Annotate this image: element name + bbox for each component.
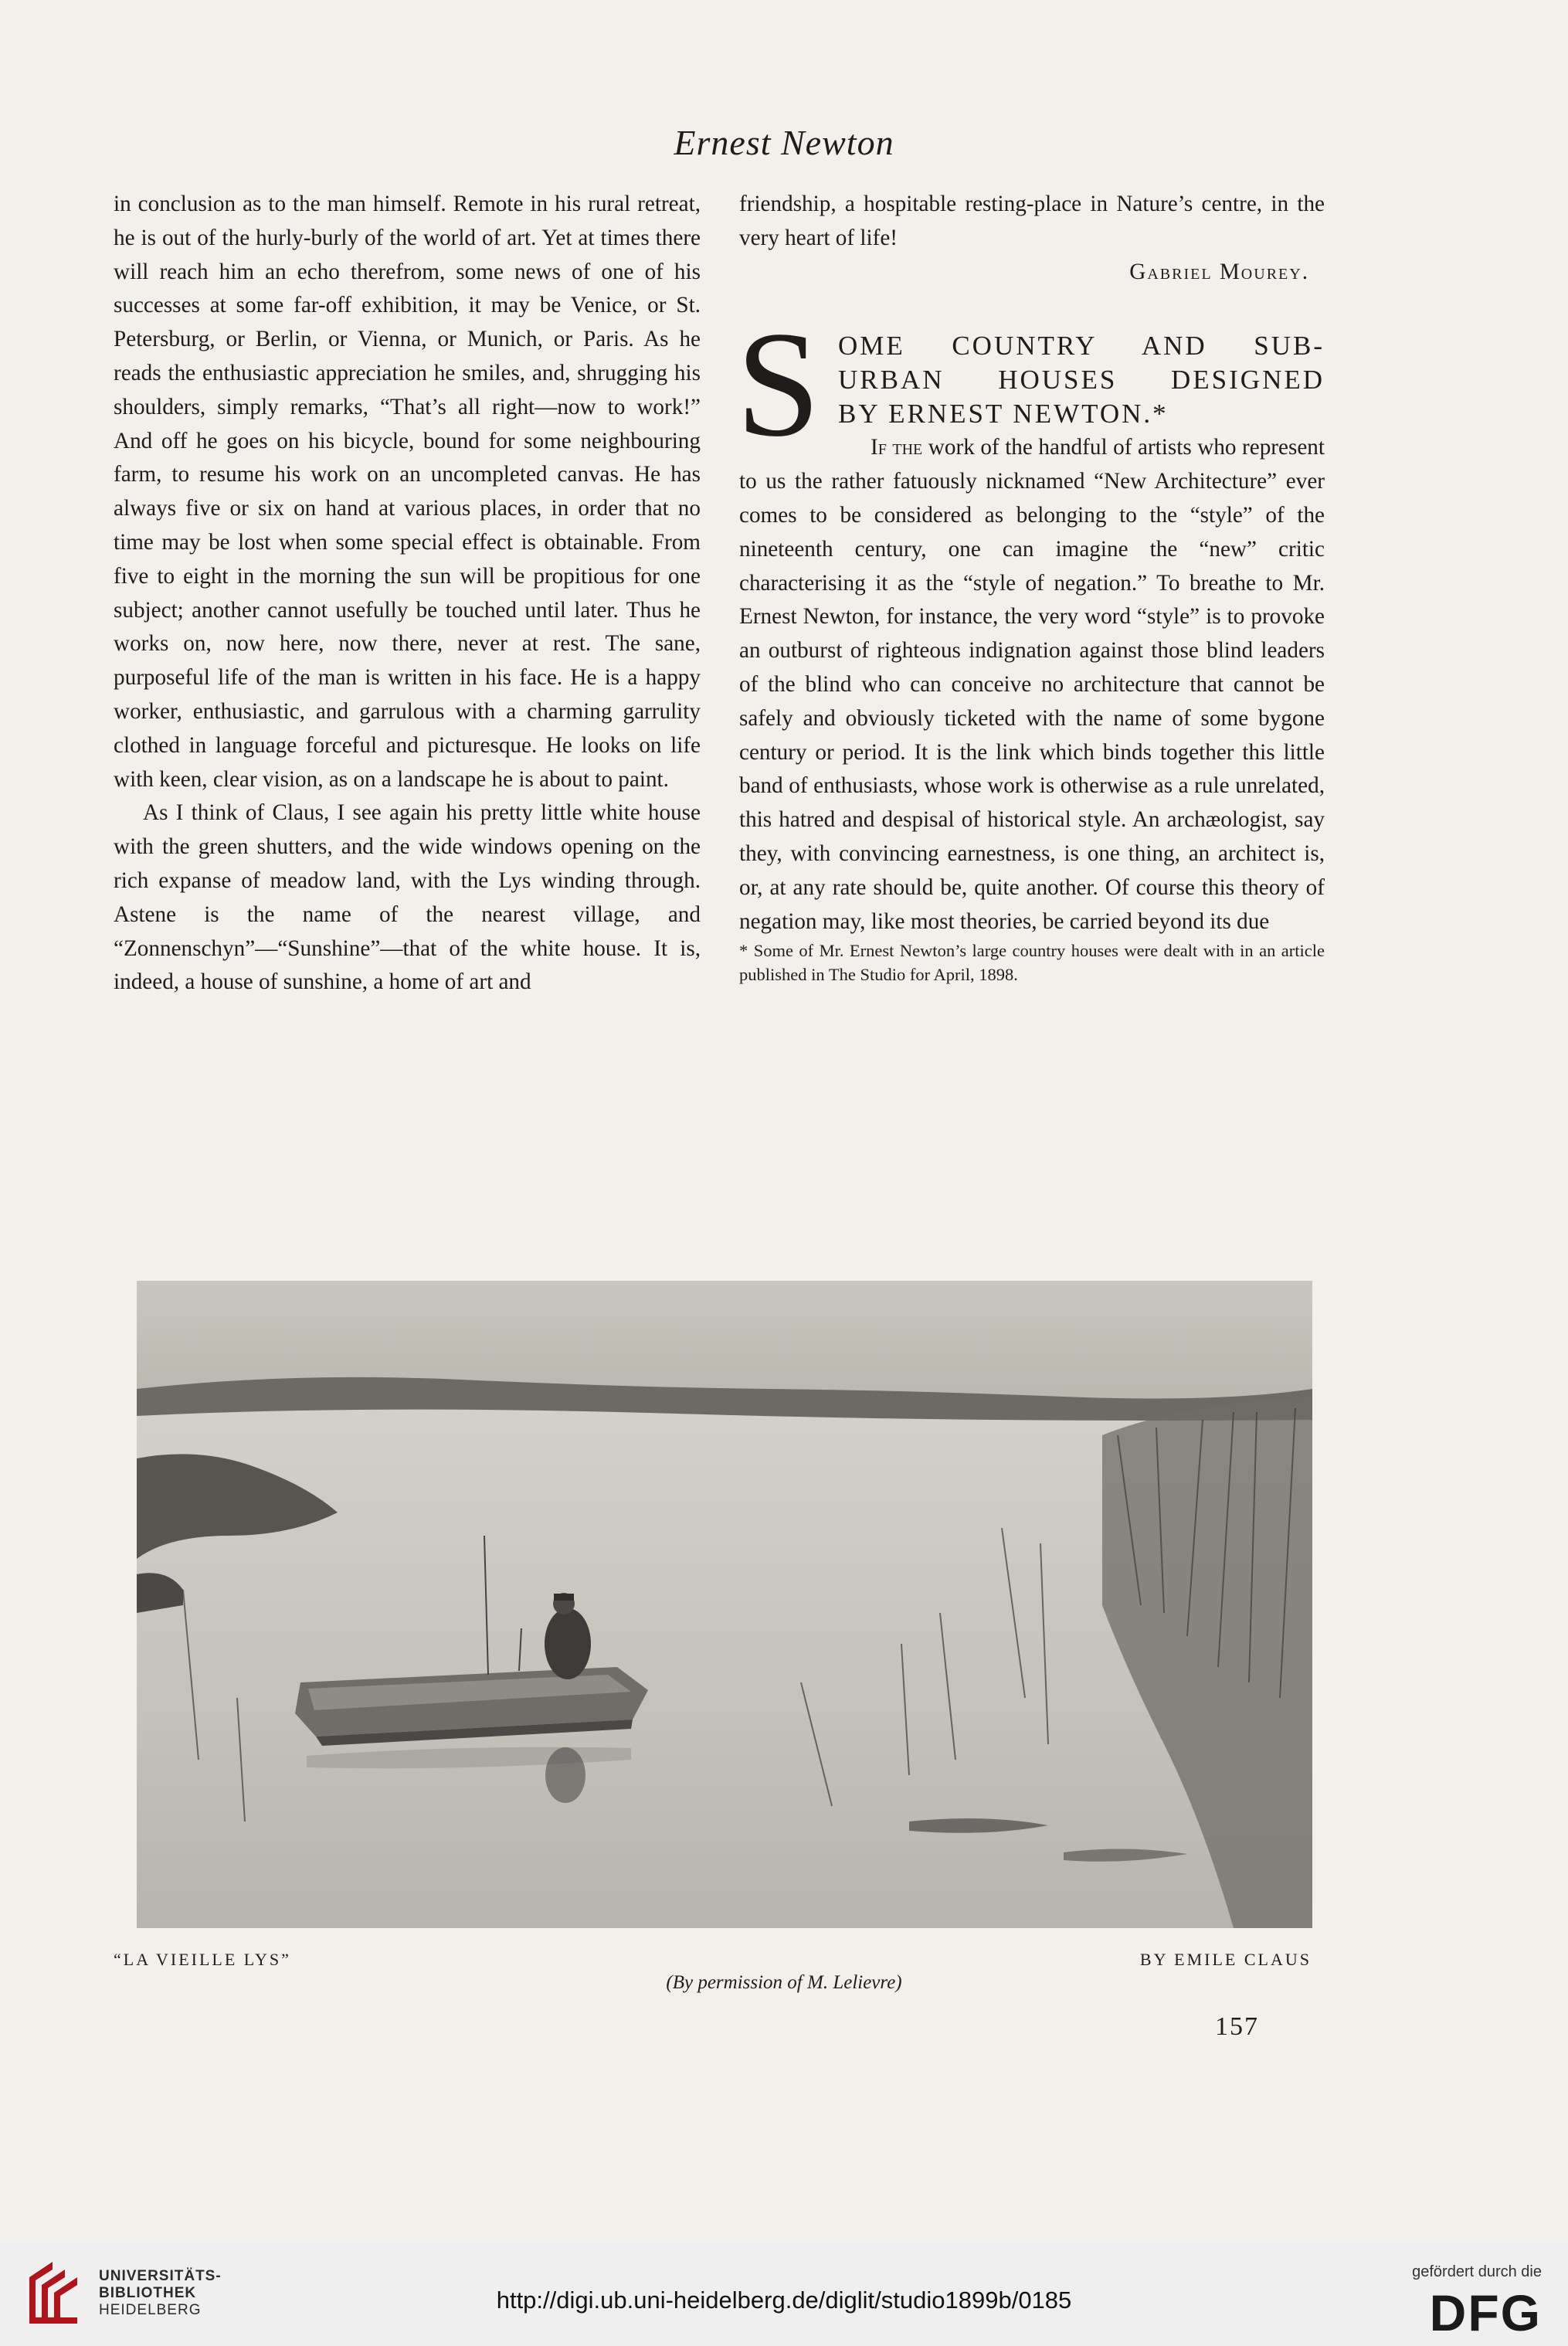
left-column xyxy=(114,188,701,1000)
dfg-logo: DFG xyxy=(1429,2284,1542,2341)
footnote-text: * Some of Mr. Ernest Newton’s large country houses were dealt with in an article published in The Studio for April, 1898. xyxy=(739,941,1325,985)
plate-caption-title: “LA VIEILLE LYS” xyxy=(114,1950,291,1969)
body-paragraph xyxy=(739,431,1325,939)
painting-image xyxy=(137,1281,1312,1928)
paragraph-text: work of the handful of artists who represent to us the rather fatuously nicknamed “New Architecture” ever comes to be considered as belonging to the “style” of the nineteenth century, one can imagine the “new” critic characterising it as the “style of negation.” To breathe to Mr. Ernest Newton, for instance, the very word “style” is to provoke an outburst of righteous indignation against those blind leaders of the blind who can conceive no architecture that cannot be safely and obviously ticketed with the name of some bygone century or period. It is the link which binds together this little band of enthusiasts, whose work is otherwise as a rule unrelated, this hatred and despisal of historical style. An archæologist, say they, with convincing earnestness, is one thing, an architect is, or, at any rate should be, quite another. Of course this theory of negation may, like most theories, be carried beyond its due xyxy=(739,435,1325,934)
body-paragraph: As I think of Claus, I see again his pretty little white house with the green shutters, and the wide windows opening on the rich expanse of meadow land, with the Lys winding through. Astene is the name of the nearest village, and “Zonnenschyn”—“Sunshine”—that of the white house. It is, indeed, a house of sunshine, a home of art and xyxy=(114,800,701,995)
title-line: BY ERNEST NEWTON.* xyxy=(838,399,1169,429)
title-line: OME COUNTRY AND SUB- xyxy=(838,331,1325,362)
author-signature: Gabriel Mourey. xyxy=(1129,259,1309,284)
library-line: HEIDELBERG xyxy=(99,2302,202,2318)
right-column xyxy=(736,188,1325,986)
article-title xyxy=(838,329,1325,431)
title-line: URBAN HOUSES DESIGNED xyxy=(838,365,1325,396)
running-head: Ernest Newton xyxy=(674,123,894,162)
lead-in: If the xyxy=(871,435,923,460)
funding-label: gefördert durch die xyxy=(1412,2263,1542,2280)
painting-plate xyxy=(137,1281,1312,1928)
library-line: BIBLIOTHEK xyxy=(99,2285,197,2301)
footnote xyxy=(739,939,1325,986)
library-line: UNIVERSITÄTS- xyxy=(99,2268,222,2284)
plate-credit: (By permission of M. Lelievre) xyxy=(666,1972,902,1993)
body-paragraph: in conclusion as to the man himself. Remote in his rural retreat, he is out of the hurly-burly of the world of art. Yet at times there will reach him an echo therefrom, some news of one of his successes at some far-off exhibition, it may be Venice, or St. Petersburg, or Berlin, or Vienna, or Munich, or Paris. As he reads the enthusiastic appreciation he smiles, and, shrugging his shoulders, simply remarks, “That’s all right—now to work!” And off he goes on his bicycle, bound for some neighbouring farm, to resume his work on an uncompleted canvas. He has always five or six on hand at various places, in order that no time may be lost when some special effect is obtainable. From five to eight in the morning the sun will be propitious for one subject; another cannot usefully be touched until later. Thus he works on, now here, now there, never at rest. The sane, purposeful life of the man is written in his face. He is a happy worker, enthusiastic, and garrulous with a charming garrulity clothed in language forceful and picturesque. He looks on life with keen, clear vision, as on a landscape he is about to paint. xyxy=(114,192,701,792)
digitization-footer xyxy=(0,2240,1568,2346)
page-number: 157 xyxy=(1215,2012,1259,2041)
body-paragraph: friendship, a hospitable resting-place in Nature’s centre, in the very heart of life! xyxy=(739,192,1325,250)
plate-caption-artist: BY EMILE CLAUS xyxy=(1139,1950,1312,1969)
drop-cap: S xyxy=(736,300,821,469)
source-url-link[interactable]: http://digi.ub.uni-heidelberg.de/diglit/studio1899b/0185 xyxy=(496,2287,1072,2314)
